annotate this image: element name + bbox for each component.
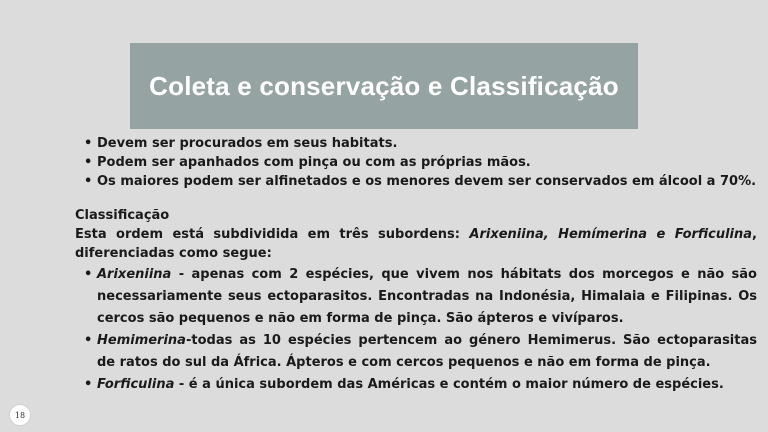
- classification-section: [75, 206, 757, 396]
- suborder-text: -todas as 10 espécies pertencem ao género Hemimerus. São ectoparasitas de ratos do sul da África. Ápteros e com cercos pequenos e não em forma de pinça.: [97, 333, 757, 370]
- suborder-text: - é a única subordem das Américas e contém o maior número de espécies.: [174, 377, 724, 392]
- suborder-text: - apenas com 2 espécies, que vivem nos hábitats dos morcegos e não são necessariamente seus ectoparasitos. Encontradas na Indonésia, Himalaia e Filipinas. Os cercos são pequenos e não em forma de pinça. São ápteros e vivíparos.: [97, 267, 757, 326]
- slide-title: Coleta e conservação e Classificação: [149, 70, 619, 101]
- slide-content: [75, 134, 757, 396]
- suborder-item-arixeniina: [75, 264, 757, 330]
- suborder-item-hemimerina: [75, 330, 757, 374]
- suborder-name: Forficulina: [97, 377, 175, 392]
- title-banner: [130, 43, 638, 129]
- suborder-item-forficulina: [75, 374, 757, 396]
- bullet-item: • Podem ser apanhados com pinça ou com as próprias mãos.: [75, 153, 757, 172]
- bullet-list: [75, 134, 757, 191]
- intro-suffix: , diferenciadas como segue:: [75, 227, 757, 261]
- suborder-name: Arixeniina: [97, 267, 172, 282]
- bullet-item: • Devem ser procurados em seus habitats.: [75, 134, 757, 153]
- page-number: 18: [9, 404, 31, 426]
- intro-names: Arixeniina, Hemímerina e Forficulina: [469, 227, 753, 242]
- classification-heading: Classificação: [75, 208, 170, 223]
- suborder-list: [75, 264, 757, 396]
- suborder-name: Hemimerina: [97, 333, 186, 348]
- bullet-item: • Os maiores podem ser alfinetados e os menores devem ser conservados em álcool a 70%.: [75, 172, 757, 191]
- classification-intro: [75, 225, 757, 263]
- intro-prefix: Esta ordem está subdividida em três subordens:: [75, 227, 470, 242]
